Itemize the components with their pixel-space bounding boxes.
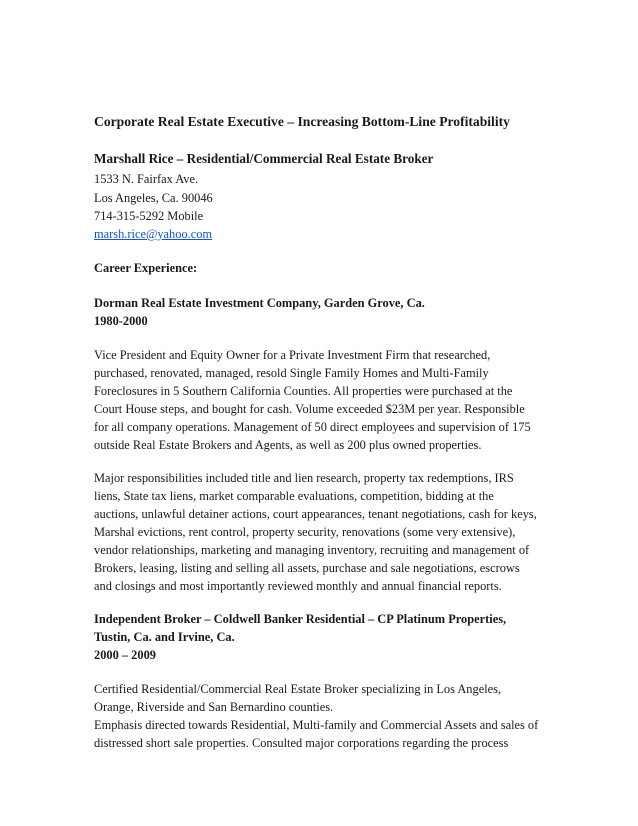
job-1-dates: 1980-2000: [94, 314, 148, 328]
name-title: Marshall Rice – Residential/Commercial Real Estate Broker: [94, 151, 434, 166]
address-line-2: Los Angeles, Ca. 90046: [94, 191, 213, 205]
job-1-para-2-line: auctions, unlawful detainer actions, court appearances, tenant negotiations, cash for keys,: [94, 507, 537, 521]
job-1-para-1-line: Court House steps, and bought for cash. Volume exceeded $23M per year. Responsible: [94, 402, 525, 416]
job-2-para-1-line: Orange, Riverside and San Bernardino counties.: [94, 700, 334, 714]
job-1-para-1-line: outside Real Estate Brokers and Agents, as well as 200 plus owned properties.: [94, 438, 482, 452]
phone: 714-315-5292 Mobile: [94, 209, 204, 223]
job-2-dates: 2000 – 2009: [94, 648, 156, 662]
job-1-para-2-line: vendor relationships, marketing and managing inventory, recruiting and management of: [94, 543, 530, 557]
job-2-employer-line-2: Tustin, Ca. and Irvine, Ca.: [94, 630, 235, 644]
job-1-para-2-line: Marshal evictions, rent control, property security, renovations (some very extensive),: [94, 525, 516, 539]
job-2-para-1-line: Certified Residential/Commercial Real Estate Broker specializing in Los Angeles,: [94, 682, 502, 696]
job-1-para-2-line: and closings and most importantly reviewed monthly and annual financial reports.: [94, 579, 502, 593]
email-link[interactable]: marsh.rice@yahoo.com: [94, 227, 213, 241]
job-1-para-2-line: Major responsibilities included title and lien research, property tax redemptions, IRS: [94, 471, 514, 485]
headline: Corporate Real Estate Executive – Increasing Bottom-Line Profitability: [94, 114, 510, 129]
job-2-para-1-line: Emphasis directed towards Residential, Multi-family and Commercial Assets and sales of: [94, 718, 539, 732]
job-1-employer: Dorman Real Estate Investment Company, Garden Grove, Ca.: [94, 296, 425, 310]
job-1-para-1-line: for all company operations. Management of 50 direct employees and supervision of 175: [94, 420, 531, 434]
address-line-1: 1533 N. Fairfax Ave.: [94, 172, 199, 186]
job-1-para-2-line: liens, State tax liens, market comparable evaluations, competition, bidding at the: [94, 489, 494, 503]
job-1-para-1-line: purchased, renovated, managed, resold Single Family Homes and Multi-Family: [94, 366, 489, 380]
job-1-para-2-line: Brokers, leasing, listing and selling all assets, purchase and sale negotiations, escrows: [94, 561, 520, 575]
job-2-para-1-line: distressed short sale properties. Consulted major corporations regarding the process: [94, 736, 509, 750]
section-heading: Career Experience:: [94, 261, 198, 275]
job-2-employer-line-1: Independent Broker – Coldwell Banker Residential – CP Platinum Properties,: [94, 612, 507, 626]
job-1-para-1-line: Foreclosures in 5 Southern California Counties. All properties were purchased at the: [94, 384, 513, 398]
job-1-para-1-line: Vice President and Equity Owner for a Private Investment Firm that researched,: [94, 348, 491, 362]
